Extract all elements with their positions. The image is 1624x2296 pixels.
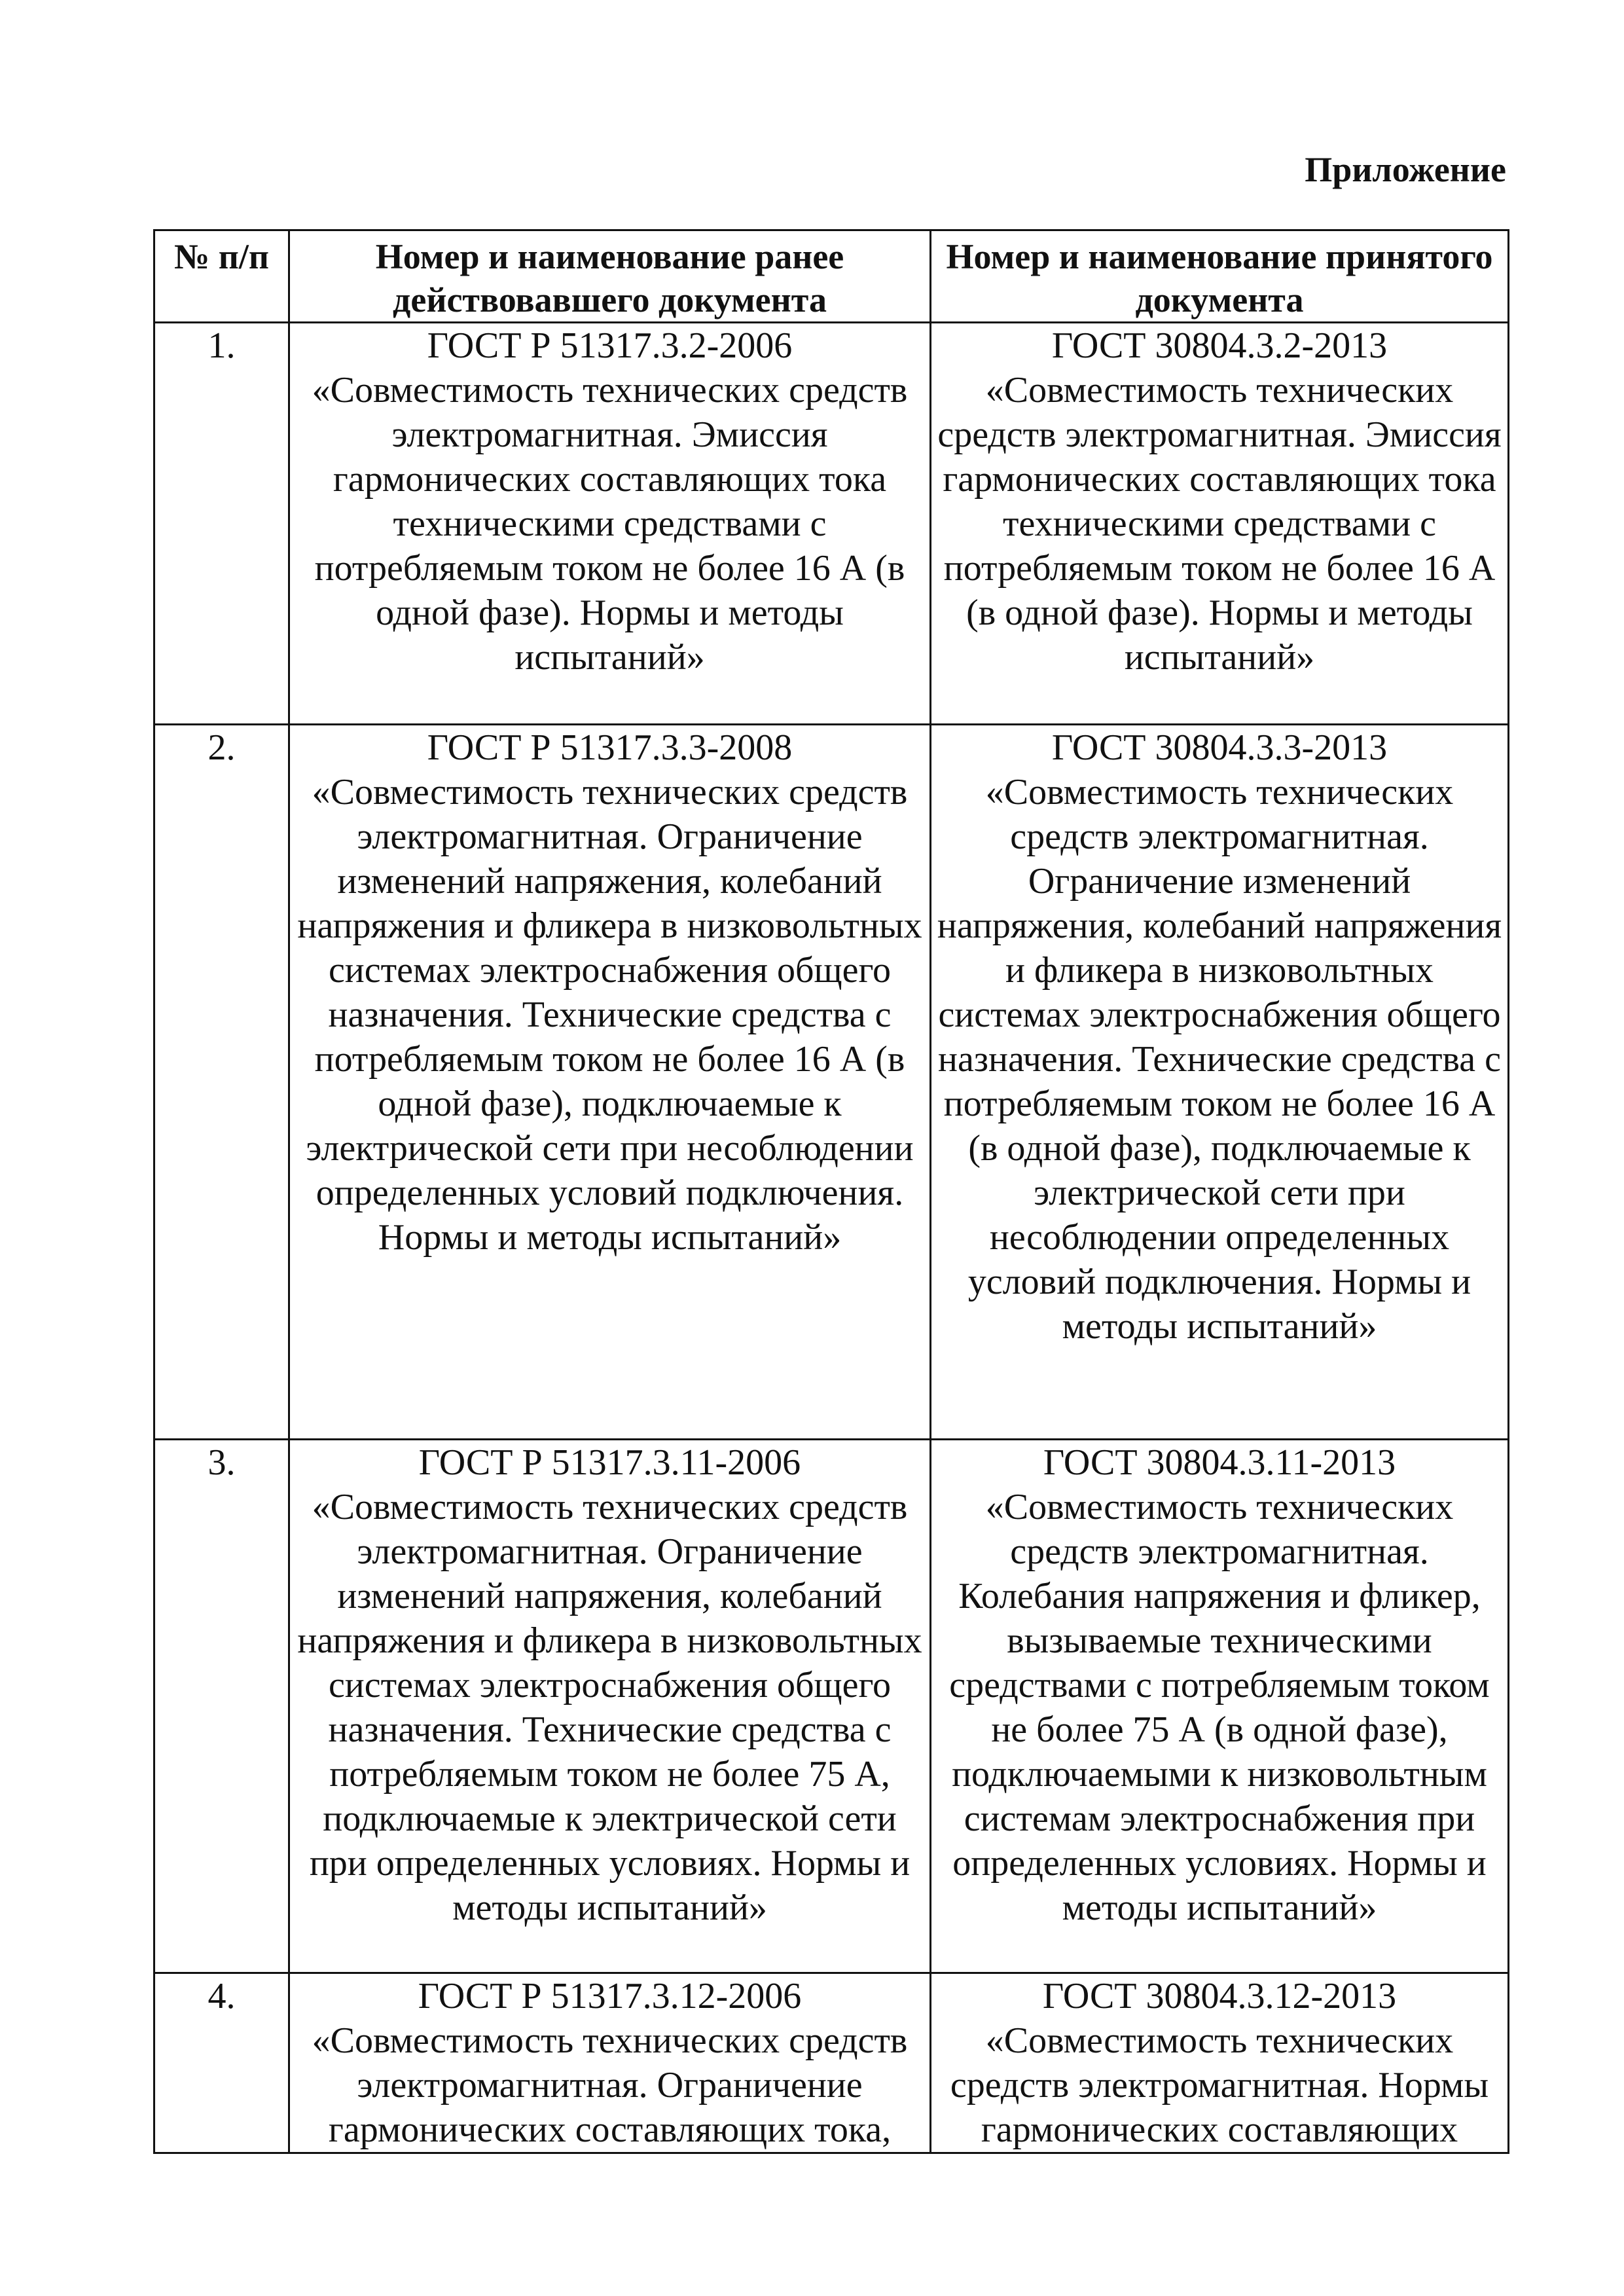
old-document-name: «Совместимость технических средств электромагнитная. Ограничение гармонических составляющих тока, <box>312 2020 908 2150</box>
old-document-cell <box>289 725 931 1440</box>
new-document-cell <box>931 323 1509 725</box>
appendix-title: Приложение <box>1305 150 1506 189</box>
header-new-document: Номер и наименование принятого документа <box>931 230 1509 323</box>
row-number: 4. <box>154 1973 289 2153</box>
new-document-name: «Совместимость технических средств электромагнитная. Ограничение изменений напряжения, колебаний напряжения и фликера в низковольтных системах электроснабжения общего назначения. Технические средства с потребляемым током не более 16 А (в одной фазе), подключаемые к электрической сети при несоблюдении определенных условий подключения. Нормы и методы испытаний» <box>937 772 1502 1347</box>
new-document-cell <box>931 1440 1509 1973</box>
new-document-code: ГОСТ 30804.3.12-2013 <box>1042 1976 1397 2016</box>
old-document-name: «Совместимость технических средств электромагнитная. Эмиссия гармонических составляющих тока техническими средствами с потребляемым током не более 16 А (в одной фазе). Нормы и методы испытаний» <box>312 370 908 678</box>
old-document-code: ГОСТ Р 51317.3.12-2006 <box>418 1976 802 2016</box>
new-document-code: ГОСТ 30804.3.3-2013 <box>1051 727 1388 768</box>
documents-table <box>153 229 1509 2154</box>
new-document-name: «Совместимость технических средств электромагнитная. Колебания напряжения и фликер, вызываемые техническими средствами с потребляемым током не более 75 А (в одной фазе), подключаемыми к низковольтным системам электроснабжения при определенных условиях. Нормы и методы испытаний» <box>949 1487 1490 1928</box>
table-row <box>154 1973 1509 2153</box>
old-document-name: «Совместимость технических средств электромагнитная. Ограничение изменений напряжения, колебаний напряжения и фликера в низковольтных системах электроснабжения общего назначения. Технические средства с потребляемым током не более 16 А (в одной фазе), подключаемые к электрической сети при несоблюдении определенных условий подключения. Нормы и методы испытаний» <box>297 772 922 1258</box>
old-document-cell <box>289 323 931 725</box>
table-row <box>154 1440 1509 1973</box>
table-row <box>154 323 1509 725</box>
old-document-code: ГОСТ Р 51317.3.3-2008 <box>427 727 793 768</box>
header-old-document: Номер и наименование ранее действовавшего документа <box>289 230 931 323</box>
old-document-code: ГОСТ Р 51317.3.2-2006 <box>427 325 793 366</box>
new-document-code: ГОСТ 30804.3.11-2013 <box>1043 1442 1396 1483</box>
old-document-cell <box>289 1973 931 2153</box>
table-row <box>154 725 1509 1440</box>
old-document-cell <box>289 1440 931 1973</box>
row-number: 3. <box>154 1440 289 1973</box>
new-document-cell <box>931 725 1509 1440</box>
new-document-name: «Совместимость технических средств электромагнитная. Эмиссия гармонических составляющих тока техническими средствами с потребляемым током не более 16 А (в одной фазе). Нормы и методы испытаний» <box>937 370 1502 678</box>
row-number: 2. <box>154 725 289 1440</box>
header-num: № п/п <box>154 230 289 323</box>
old-document-name: «Совместимость технических средств электромагнитная. Ограничение изменений напряжения, колебаний напряжения и фликера в низковольтных системах электроснабжения общего назначения. Технические средства с потребляемым током не более 75 А, подключаемые к электрической сети при определенных условиях. Нормы и методы испытаний» <box>297 1487 922 1928</box>
new-document-name: «Совместимость технических средств электромагнитная. Нормы гармонических составляющих <box>950 2020 1489 2150</box>
old-document-code: ГОСТ Р 51317.3.11-2006 <box>418 1442 801 1483</box>
table-header-row <box>154 230 1509 323</box>
row-number: 1. <box>154 323 289 725</box>
new-document-cell <box>931 1973 1509 2153</box>
new-document-code: ГОСТ 30804.3.2-2013 <box>1051 325 1388 366</box>
